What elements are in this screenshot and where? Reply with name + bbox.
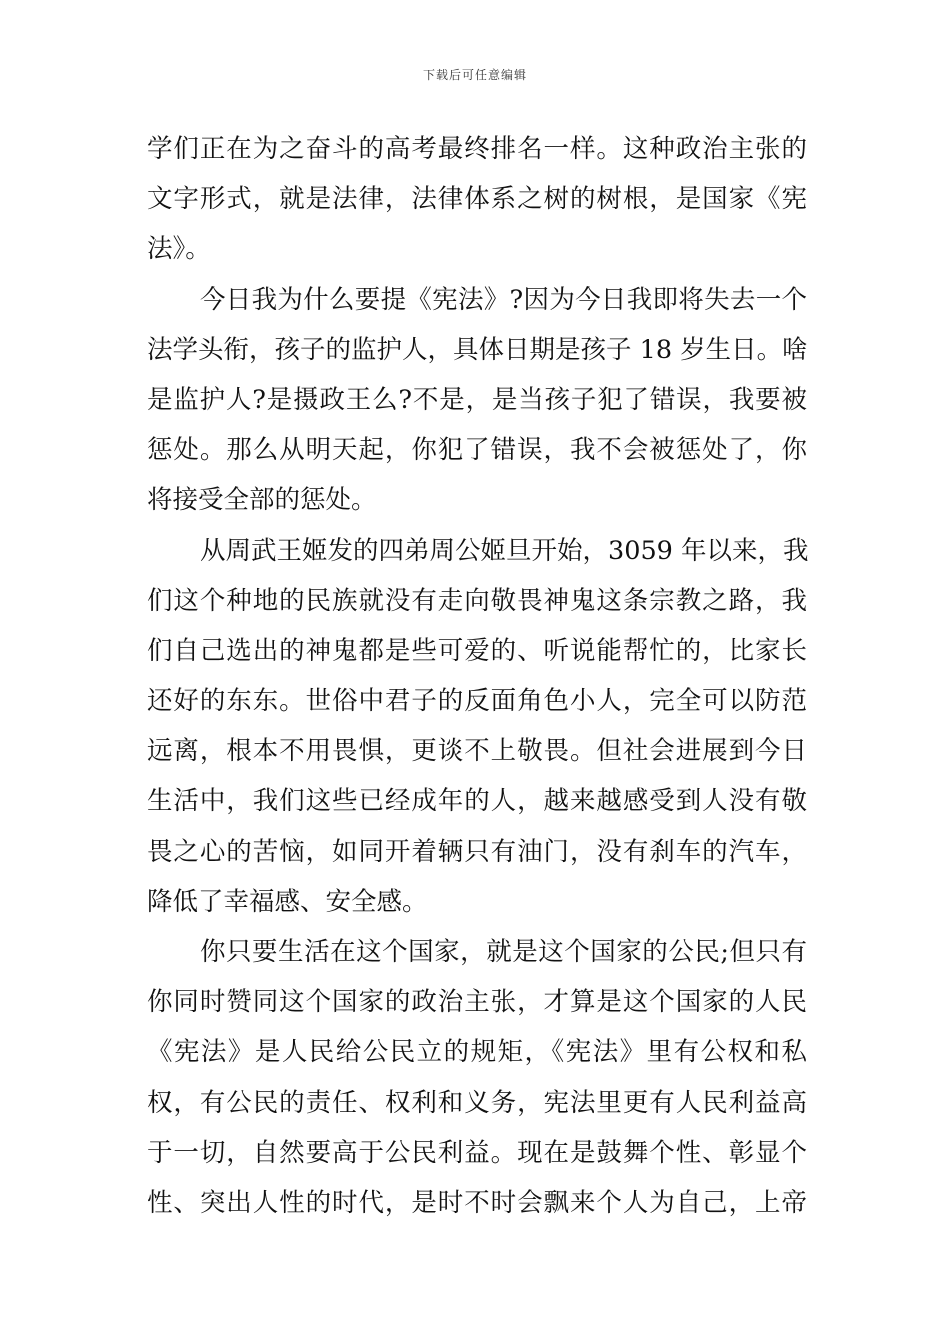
text-line: 《宪法》是人民给公民立的规矩，《宪法》里有公权和私 — [147, 1037, 807, 1068]
text-line: 畏之心的苦恼，如同开着辆只有油门，没有刹车的汽车， — [147, 836, 807, 867]
page-header: 下载后可任意编辑 — [422, 68, 527, 82]
text-line: 今日我为什么要提《宪法》?因为今日我即将失去一个 — [200, 284, 807, 315]
text-line: 从周武王姬发的四弟周公姬旦开始，3059 年以来，我 — [200, 535, 809, 566]
text-line: 是监护人?是摄政王么?不是，是当孩子犯了错误，我要被 — [147, 384, 807, 415]
text-line: 于一切，自然要高于公民利益。现在是鼓舞个性、彰显个 — [147, 1137, 807, 1168]
paragraph — [147, 927, 807, 1228]
text-line: 降低了幸福感、安全感。 — [147, 886, 428, 917]
text-line: 权，有公民的责任、权利和义务，宪法里更有人民利益高 — [147, 1087, 807, 1118]
text-line: 你只要生活在这个国家，就是这个国家的公民;但只有 — [200, 937, 807, 967]
text-line: 惩处。那么从明天起，你犯了错误，我不会被惩处了，你 — [147, 435, 807, 466]
text-line: 们自己选出的神鬼都是些可爱的、听说能帮忙的，比家长 — [147, 635, 807, 666]
document-body — [147, 124, 807, 1228]
text-line: 性、突出人性的时代，是时不时会飘来个人为自己，上帝 — [147, 1187, 807, 1218]
text-line: 你同时赞同这个国家的政治主张，才算是这个国家的人民 — [147, 987, 807, 1018]
text-line: 法学头衔，孩子的监护人，具体日期是孩子 18 岁生日。啥 — [147, 334, 808, 365]
paragraph — [147, 275, 807, 526]
text-line: 将接受全部的惩处。 — [147, 485, 377, 516]
paragraph — [147, 526, 807, 928]
paragraph — [147, 124, 807, 275]
text-line: 远离，根本不用畏惧，更谈不上敬畏。但社会进展到今日 — [147, 736, 807, 767]
text-line: 法》。 — [147, 234, 211, 265]
text-line: 文字形式，就是法律，法律体系之树的树根，是国家《宪 — [147, 184, 807, 215]
text-line: 还好的东东。世俗中君子的反面角色小人，完全可以防范 — [147, 686, 807, 717]
text-line: 们这个种地的民族就没有走向敬畏神鬼这条宗教之路，我 — [147, 585, 807, 616]
text-line: 生活中，我们这些已经成年的人，越来越感受到人没有敬 — [147, 786, 807, 817]
text-line: 学们正在为之奋斗的高考最终排名一样。这种政治主张的 — [147, 134, 807, 164]
